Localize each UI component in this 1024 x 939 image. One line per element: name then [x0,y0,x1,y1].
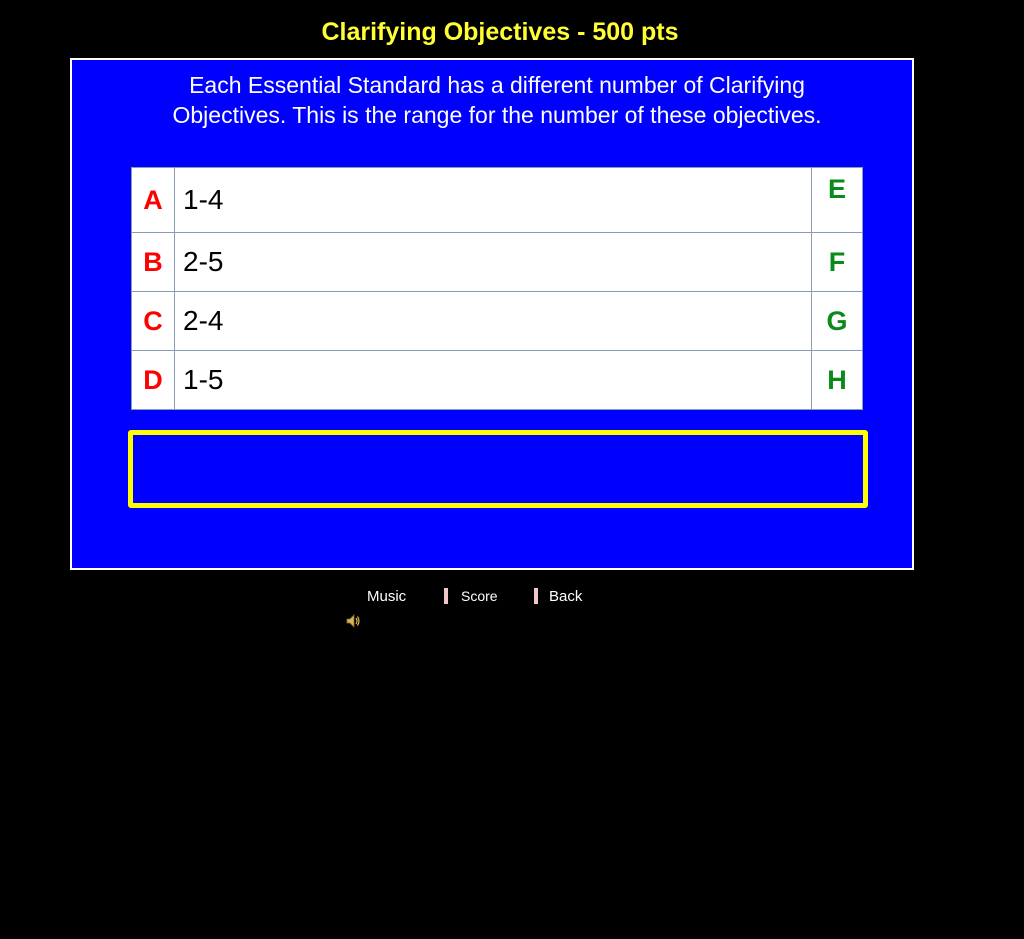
score-link[interactable]: Score [461,588,498,604]
nav-separator [444,588,448,604]
question-board [70,58,914,570]
answer-letter[interactable]: B [132,233,175,292]
answer-row-d[interactable] [132,351,863,410]
answer-letter[interactable]: D [132,351,175,410]
answer-row-b[interactable] [132,233,863,292]
question-text: Each Essential Standard has a different number of Clarifying Objectives. This is the range for the number of these objectives. [172,72,822,128]
nav-separator [534,588,538,604]
back-link[interactable]: Back [549,588,583,605]
answer-reveal-box[interactable] [128,430,868,508]
answer-table [131,167,863,410]
answer-text[interactable]: 1-5 [175,351,812,410]
team-letter[interactable]: F [812,233,863,292]
answer-text[interactable]: 2-4 [175,292,812,351]
speaker-icon[interactable] [345,613,361,629]
answer-text[interactable]: 1-4 [175,168,812,233]
answer-text[interactable]: 2-5 [175,233,812,292]
answer-row-c[interactable] [132,292,863,351]
answer-letter[interactable]: C [132,292,175,351]
team-letter[interactable]: E [812,168,863,233]
team-letter[interactable]: H [812,351,863,410]
answer-letter[interactable]: A [132,168,175,233]
team-letter[interactable]: G [812,292,863,351]
music-link[interactable]: Music [367,588,407,605]
answer-row-a[interactable] [132,168,863,233]
page-title: Clarifying Objectives - 500 pts [321,18,679,46]
